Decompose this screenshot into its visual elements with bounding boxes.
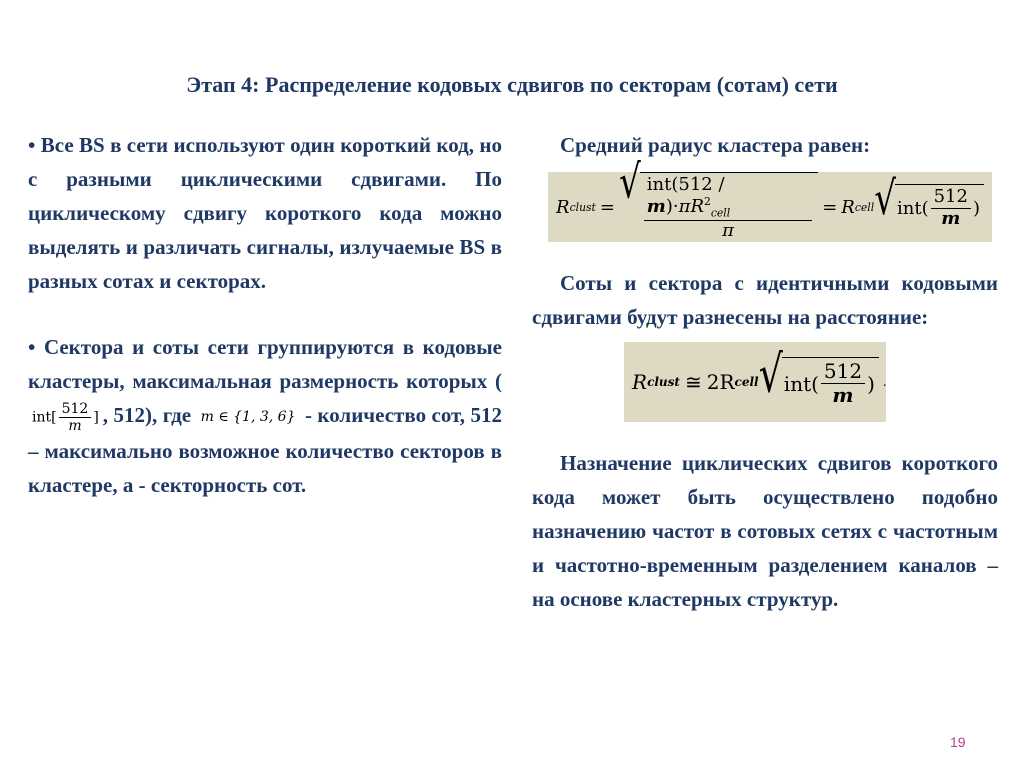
cluster-radius-formula: R clust = √ $\frac{int(512 / m)\cdot\pi R^2_{cell}}{\pi}$ = R cell √ int( $\frac{512}{m}$ ) [548, 172, 992, 242]
right-column [532, 128, 998, 616]
page-number: 19 [950, 734, 966, 750]
bullet-2-text-b: , 512), где [102, 403, 192, 427]
left-column [28, 128, 502, 502]
assignment-text: Назначение циклических сдвигов короткого кода может быть осуществлено подобно назначению частот в сотовых сетях с частотным и частотно-временным разделением каналов – на основе кластерных структур. [532, 451, 998, 611]
inline-formula-int: int[ $\frac{512}{m}$ ] [32, 400, 99, 434]
bullet-1: • Все BS в сети используют один короткий код, но с разными циклическими сдвигами. По циклическому сдвигу короткого кода можно выделять и различать сигналы, излучаемые BS в разных сотах и секторах. [28, 133, 502, 293]
bullet-2-text-c: - количество сот, 512 – максимально возможное количество секторов в кластере, а - секторность сот. [28, 403, 502, 497]
separation-formula: R clust ≅ 2R cell √ int( $\frac{512}{m}$ ) . [624, 342, 886, 422]
bullet-1-text: Все BS в сети используют один короткий код, но с разными циклическими сдвигами. По циклическому сдвигу короткого кода можно выделять и различать сигналы, излучаемые BS в разных сотах и секторах. [28, 133, 502, 293]
bullet-2: • Сектора и соты сети группируются в кодовые кластеры, максимальная размерность которых (int[ $\frac{512}{m}$ ] , 512), где m ∈ {1, 3, 6} - количество сот, 512 – максимально возможное количество секторов в кластере, а - секторность сот. [28, 335, 503, 497]
inline-formula-set: m ∈ {1, 3, 6} [200, 409, 296, 426]
separation-text: Соты и сектора с идентичными кодовыми сдвигами будут разнесены на расстояние: [532, 271, 998, 329]
slide-title: Этап 4: Распределение кодовых сдвигов по секторам (сотам) сети [186, 72, 838, 97]
bullet-2-text-a: Сектора и соты сети группируются в кодовые кластеры, максимальная размерность которых ( [28, 335, 503, 393]
cluster-radius-text: Средний радиус кластера равен: [560, 133, 871, 157]
